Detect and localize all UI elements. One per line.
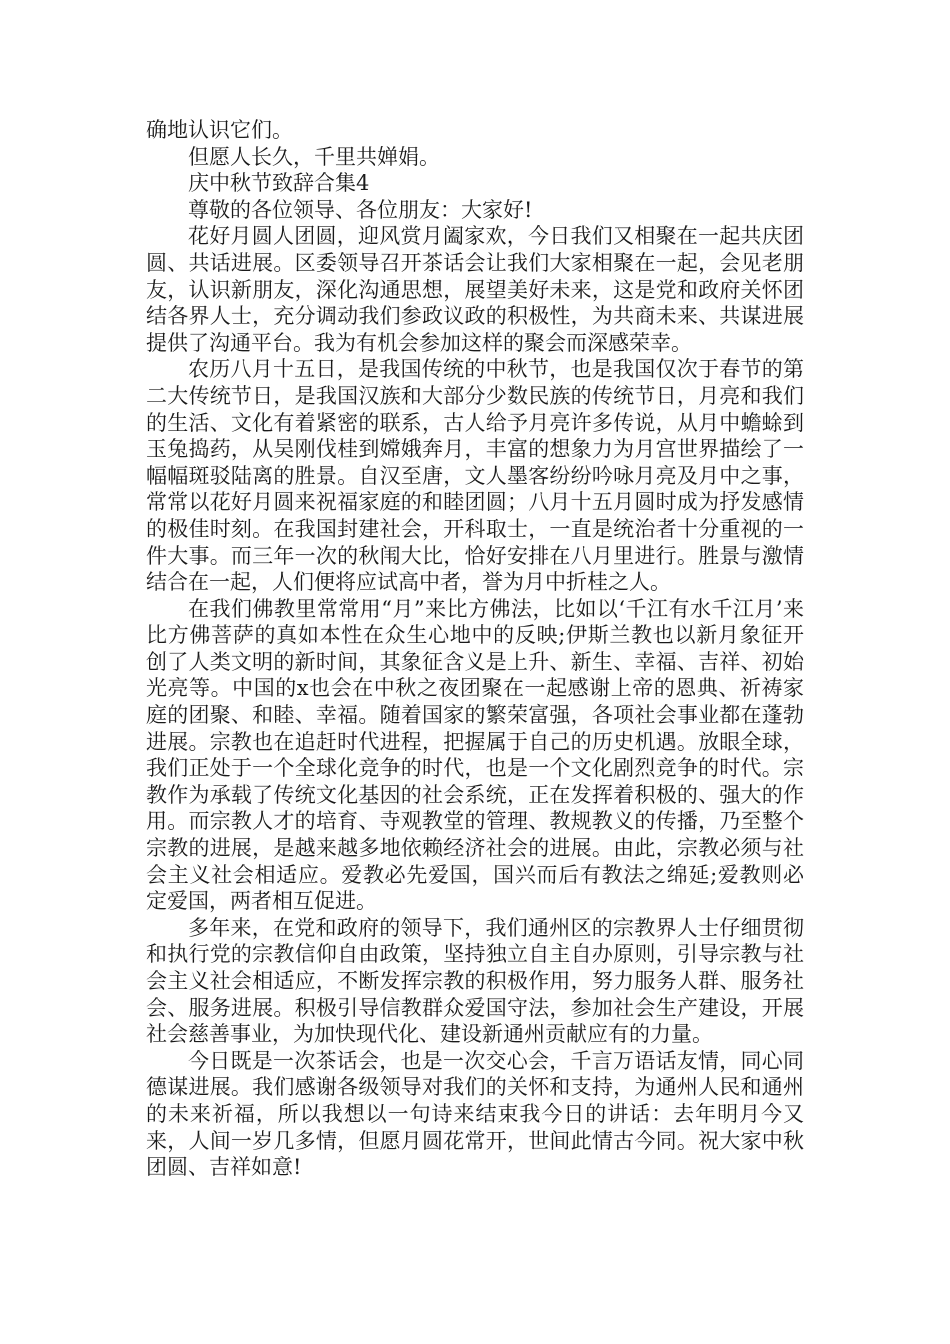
salutation: 尊敬的各位领导、各位朋友：大家好!: [188, 197, 533, 222]
paragraph-religion: 在我们佛教里常常用“月”来比方佛法，比如以‘千江有水千江月’来比方佛菩萨的真如本性在众生心地中的反映;伊斯兰教也以新月象征开创了人类文明的新时间，其象征含义是上升、新生、幸福、吉祥、初始光亮等。中国的x也会在中秋之夜团聚在一起感谢上帝的恩典、祈祷家庭的团聚、和睦、幸福。随着国家的繁荣富强，各项社会事业都在蓬勃进展。宗教也在追赶时代进程，把握属于自己的历史机遇。放眼全球，我们正处于一个全球化竞争的时代，也是一个文化剧烈竞争的时代。宗教作为承载了传统文化基因的社会系统，正在发挥着积极的、强大的作用。而宗教人才的培育、寺观教堂的管理、教规教义的传播，乃至整个宗教的进展，是越来越多地依赖经济社会的进展。由此，宗教必须与社会主义社会相适应。爱教必先爱国，国兴而后有教法之绵延;爱教则必定爱国，两者相互促进。: [146, 596, 804, 914]
paragraph-festival-history: 农历八月十五日，是我国传统的中秋节，也是我国仅次于春节的第二大传统节日，是我国汉族和大部分少数民族的传统节日，月亮和我们的生活、文化有着紧密的联系，古人给予月亮许多传说，从月中蟾蜍到玉兔捣药，从吴刚伐桂到嫦娥奔月，丰富的想象力为月宫世界描绘了一幅幅斑驳陆离的胜景。自汉至唐，文人墨客纷纷吟咏月亮及月中之事，常常以花好月圆来祝福家庭的和睦团圆；八月十五月圆时成为抒发感情的极佳时刻。在我国封建社会，开科取士，一直是统治者十分重视的一件大事。而三年一次的秋闱大比，恰好安排在八月里进行。胜景与激情结合在一起，人们便将应试高中者，誉为月中折桂之人。: [146, 357, 804, 595]
paragraph-tongzhou: 多年来，在党和政府的领导下，我们通州区的宗教界人士仔细贯彻和执行党的宗教信仰自由政策，坚持独立自主自办原则，引导宗教与社会主义社会相适应，不断发挥宗教的积极作用，努力服务人群、服务社会、服务进展。积极引导信教群众爱国守法，参加社会生产建设，开展社会慈善事业，为加快现代化、建设新通州贡献应有的力量。: [146, 915, 804, 1047]
paragraph-continuation: 确地认识它们。: [146, 118, 293, 142]
document-body: [146, 117, 804, 1181]
paragraph-closing: 今日既是一次茶话会，也是一次交心会，千言万语话友情，同心同德谋进展。我们感谢各级领导对我们的关怀和支持，为通州人民和通州的未来祈福，所以我想以一句诗来结束我今日的讲话：去年明月今又来，人间一岁几多情，但愿月圆花常开，世间此情古今同。祝大家中秋团圆、吉祥如意!: [146, 1048, 804, 1180]
section-heading: 庆中秋节致辞合集4: [188, 171, 370, 196]
paragraph-opening: 花好月圆人团圆，迎风赏月阖家欢，今日我们又相聚在一起共庆团圆、共话进展。区委领导召开茶话会让我们大家相聚在一起，会见老朋友，认识新朋友，深化沟通思想，展望美好未来，这是党和政府关怀团结各界人士，充分调动我们参政议政的积极性，为共商未来、共谋进展提供了沟通平台。我为有机会参加这样的聚会而深感荣幸。: [146, 224, 804, 355]
paragraph-verse: 但愿人长久，千里共婵娟。: [188, 144, 440, 169]
